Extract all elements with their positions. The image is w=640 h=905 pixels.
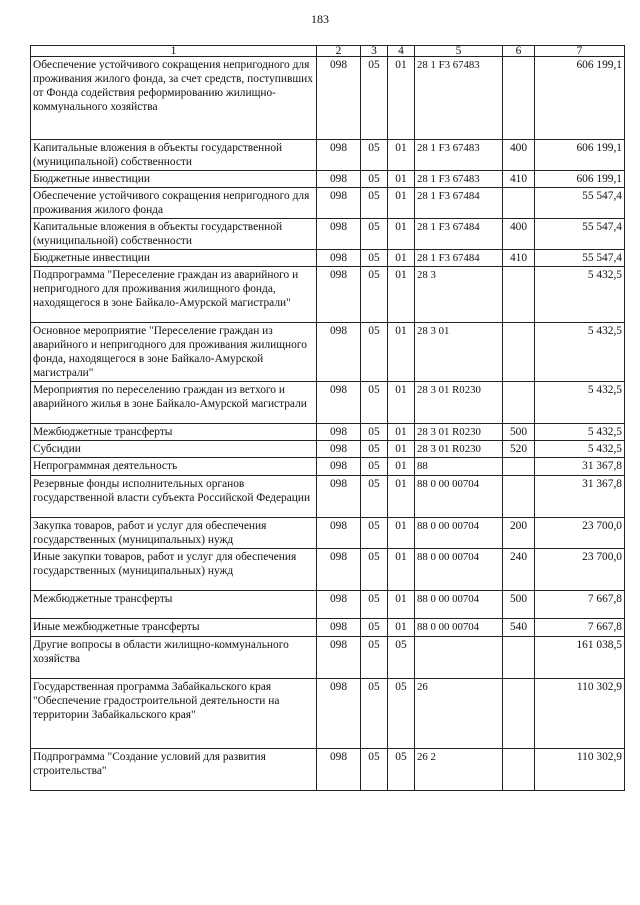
row-subsection-code: 01 [388, 57, 415, 140]
row-amount: 7 667,8 [535, 619, 625, 637]
row-target-code: 88 [415, 458, 503, 476]
table-row [31, 591, 625, 619]
row-name: Капитальные вложения в объекты государственной (муниципальной) собственности [31, 219, 317, 250]
row-target-code: 26 [415, 679, 503, 749]
row-section-code: 05 [361, 749, 388, 791]
row-subsection-code: 01 [388, 476, 415, 518]
header-cell: 2 [317, 46, 361, 57]
row-amount: 110 302,9 [535, 679, 625, 749]
row-section-code: 05 [361, 679, 388, 749]
row-name: Иные закупки товаров, работ и услуг для обеспечения государственных (муниципальных) нужд [31, 549, 317, 591]
row-grbs-code: 098 [317, 476, 361, 518]
table-row [31, 619, 625, 637]
row-grbs-code: 098 [317, 250, 361, 267]
table-row [31, 637, 625, 679]
row-target-code: 28 3 01 [415, 323, 503, 382]
table-row [31, 250, 625, 267]
row-amount: 606 199,1 [535, 140, 625, 171]
row-expense-type-code: 400 [503, 219, 535, 250]
row-name: Обеспечение устойчивого сокращения непригодного для проживания жилого фонда, за счет средств, поступивших от Фонда содействия реформированию жилищно-коммунального хозяйства [31, 57, 317, 140]
row-name: Непрограммная деятельность [31, 458, 317, 476]
table-row [31, 549, 625, 591]
row-grbs-code: 098 [317, 171, 361, 188]
row-target-code: 28 3 01 R0230 [415, 441, 503, 458]
row-expense-type-code [503, 637, 535, 679]
table-row [31, 382, 625, 424]
row-grbs-code: 098 [317, 458, 361, 476]
row-expense-type-code: 410 [503, 250, 535, 267]
row-section-code: 05 [361, 219, 388, 250]
row-expense-type-code [503, 749, 535, 791]
page-number: 183 [311, 12, 329, 26]
row-section-code: 05 [361, 140, 388, 171]
row-section-code: 05 [361, 188, 388, 219]
row-expense-type-code [503, 476, 535, 518]
row-target-code [415, 637, 503, 679]
row-target-code: 88 0 00 00704 [415, 619, 503, 637]
row-name: Межбюджетные трансферты [31, 591, 317, 619]
row-grbs-code: 098 [317, 749, 361, 791]
row-section-code: 05 [361, 476, 388, 518]
row-section-code: 05 [361, 549, 388, 591]
row-amount: 5 432,5 [535, 382, 625, 424]
row-subsection-code: 01 [388, 591, 415, 619]
row-amount: 55 547,4 [535, 188, 625, 219]
table-row [31, 171, 625, 188]
row-target-code: 28 1 F3 67483 [415, 171, 503, 188]
row-name: Бюджетные инвестиции [31, 250, 317, 267]
row-section-code: 05 [361, 619, 388, 637]
row-amount: 5 432,5 [535, 323, 625, 382]
row-expense-type-code [503, 382, 535, 424]
row-subsection-code: 05 [388, 679, 415, 749]
row-name: Резервные фонды исполнительных органов государственной власти субъекта Российской Федерации [31, 476, 317, 518]
table-row [31, 476, 625, 518]
row-amount: 23 700,0 [535, 549, 625, 591]
row-subsection-code: 01 [388, 188, 415, 219]
row-section-code: 05 [361, 637, 388, 679]
row-section-code: 05 [361, 441, 388, 458]
table-row [31, 424, 625, 441]
table-row [31, 518, 625, 549]
row-grbs-code: 098 [317, 441, 361, 458]
row-expense-type-code [503, 57, 535, 140]
row-target-code: 28 3 [415, 267, 503, 323]
row-name: Межбюджетные трансферты [31, 424, 317, 441]
row-subsection-code: 01 [388, 549, 415, 591]
row-expense-type-code: 400 [503, 140, 535, 171]
row-target-code: 88 0 00 00704 [415, 476, 503, 518]
row-grbs-code: 098 [317, 679, 361, 749]
row-section-code: 05 [361, 323, 388, 382]
table-row [31, 140, 625, 171]
table-row [31, 679, 625, 749]
row-section-code: 05 [361, 57, 388, 140]
row-name: Бюджетные инвестиции [31, 171, 317, 188]
row-amount: 110 302,9 [535, 749, 625, 791]
row-subsection-code: 01 [388, 424, 415, 441]
row-expense-type-code: 520 [503, 441, 535, 458]
row-section-code: 05 [361, 518, 388, 549]
table-row [31, 57, 625, 140]
row-name: Государственная программа Забайкальского края "Обеспечение градостроительной деятельности на территории Забайкальского края" [31, 679, 317, 749]
row-amount: 5 432,5 [535, 441, 625, 458]
row-grbs-code: 098 [317, 424, 361, 441]
row-grbs-code: 098 [317, 188, 361, 219]
row-amount: 55 547,4 [535, 250, 625, 267]
row-section-code: 05 [361, 250, 388, 267]
row-expense-type-code [503, 679, 535, 749]
header-cell: 6 [503, 46, 535, 57]
row-grbs-code: 098 [317, 57, 361, 140]
header-cell: 7 [535, 46, 625, 57]
row-name: Капитальные вложения в объекты государственной (муниципальной) собственности [31, 140, 317, 171]
row-name: Подпрограмма "Создание условий для развития строительства" [31, 749, 317, 791]
table-row [31, 323, 625, 382]
row-subsection-code: 01 [388, 140, 415, 171]
row-expense-type-code: 540 [503, 619, 535, 637]
budget-table [30, 45, 625, 791]
row-subsection-code: 01 [388, 518, 415, 549]
row-section-code: 05 [361, 171, 388, 188]
row-amount: 606 199,1 [535, 171, 625, 188]
row-expense-type-code: 410 [503, 171, 535, 188]
table-row [31, 188, 625, 219]
row-grbs-code: 098 [317, 267, 361, 323]
row-subsection-code: 01 [388, 323, 415, 382]
row-grbs-code: 098 [317, 591, 361, 619]
row-amount: 5 432,5 [535, 267, 625, 323]
row-section-code: 05 [361, 267, 388, 323]
row-target-code: 88 0 00 00704 [415, 591, 503, 619]
row-expense-type-code [503, 267, 535, 323]
table-row [31, 749, 625, 791]
row-target-code: 28 1 F3 67484 [415, 188, 503, 219]
row-name: Иные межбюджетные трансферты [31, 619, 317, 637]
row-target-code: 88 0 00 00704 [415, 518, 503, 549]
row-grbs-code: 098 [317, 140, 361, 171]
row-target-code: 26 2 [415, 749, 503, 791]
table-row [31, 458, 625, 476]
table-row [31, 267, 625, 323]
row-target-code: 28 1 F3 67483 [415, 57, 503, 140]
row-target-code: 28 1 F3 67484 [415, 250, 503, 267]
row-expense-type-code: 200 [503, 518, 535, 549]
row-amount: 31 367,8 [535, 458, 625, 476]
row-subsection-code: 01 [388, 171, 415, 188]
row-section-code: 05 [361, 458, 388, 476]
row-subsection-code: 01 [388, 267, 415, 323]
row-grbs-code: 098 [317, 518, 361, 549]
row-subsection-code: 05 [388, 749, 415, 791]
row-section-code: 05 [361, 382, 388, 424]
row-amount: 161 038,5 [535, 637, 625, 679]
row-amount: 31 367,8 [535, 476, 625, 518]
row-grbs-code: 098 [317, 219, 361, 250]
row-section-code: 05 [361, 424, 388, 441]
row-name: Обеспечение устойчивого сокращения непригодного для проживания жилого фонда [31, 188, 317, 219]
header-cell: 1 [31, 46, 317, 57]
row-subsection-code: 01 [388, 382, 415, 424]
row-target-code: 28 3 01 R0230 [415, 382, 503, 424]
row-target-code: 28 1 F3 67484 [415, 219, 503, 250]
row-name: Подпрограмма "Переселение граждан из аварийного и непригодного для проживания жилищного фонда, находящегося в зоне Байкало-Амурской магистрали" [31, 267, 317, 323]
row-name: Основное мероприятие "Переселение граждан из аварийного и непригодного для проживания жилищного фонда, находящегося в зоне Байкало-Амурской магистрали" [31, 323, 317, 382]
row-amount: 55 547,4 [535, 219, 625, 250]
table-row [31, 219, 625, 250]
row-amount: 5 432,5 [535, 424, 625, 441]
header-cell: 5 [415, 46, 503, 57]
row-section-code: 05 [361, 591, 388, 619]
row-name: Другие вопросы в области жилищно-коммунального хозяйства [31, 637, 317, 679]
row-grbs-code: 098 [317, 549, 361, 591]
row-name: Мероприятия по переселению граждан из ветхого и аварийного жилья в зоне Байкало-Амурской магистрали [31, 382, 317, 424]
row-subsection-code: 01 [388, 250, 415, 267]
row-expense-type-code [503, 458, 535, 476]
row-expense-type-code [503, 188, 535, 219]
row-subsection-code: 01 [388, 219, 415, 250]
row-subsection-code: 01 [388, 619, 415, 637]
table-row [31, 441, 625, 458]
row-grbs-code: 098 [317, 619, 361, 637]
row-expense-type-code: 500 [503, 424, 535, 441]
row-amount: 23 700,0 [535, 518, 625, 549]
header-row [31, 46, 625, 57]
row-expense-type-code: 500 [503, 591, 535, 619]
row-expense-type-code [503, 323, 535, 382]
row-target-code: 28 1 F3 67483 [415, 140, 503, 171]
row-amount: 606 199,1 [535, 57, 625, 140]
row-grbs-code: 098 [317, 382, 361, 424]
row-grbs-code: 098 [317, 637, 361, 679]
header-cell: 4 [388, 46, 415, 57]
row-target-code: 28 3 01 R0230 [415, 424, 503, 441]
row-amount: 7 667,8 [535, 591, 625, 619]
row-name: Субсидии [31, 441, 317, 458]
row-subsection-code: 01 [388, 458, 415, 476]
header-cell: 3 [361, 46, 388, 57]
row-grbs-code: 098 [317, 323, 361, 382]
row-target-code: 88 0 00 00704 [415, 549, 503, 591]
row-expense-type-code: 240 [503, 549, 535, 591]
row-subsection-code: 05 [388, 637, 415, 679]
row-name: Закупка товаров, работ и услуг для обеспечения государственных (муниципальных) нужд [31, 518, 317, 549]
row-subsection-code: 01 [388, 441, 415, 458]
